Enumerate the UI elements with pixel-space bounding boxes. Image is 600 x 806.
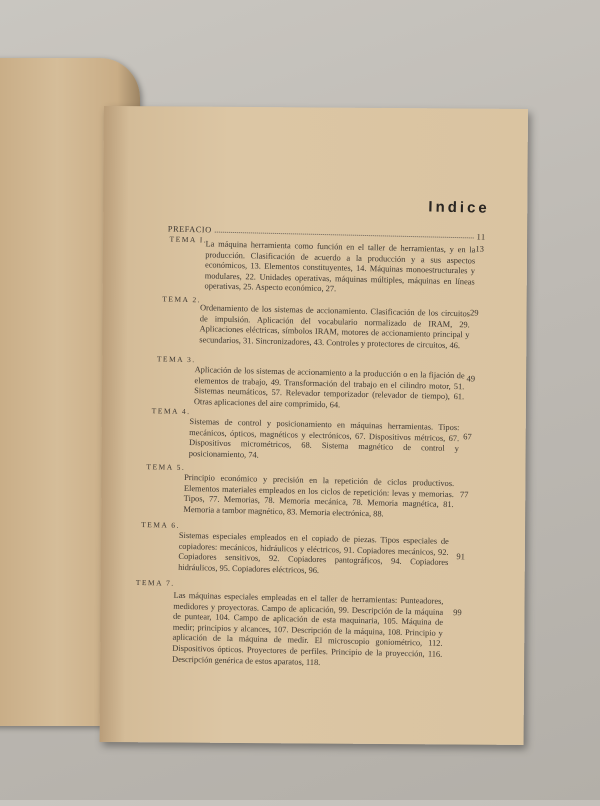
tema-page: 99 bbox=[453, 607, 462, 618]
tema-description: Sistemas especiales empleados en el copiado de piezas. Tipos especiales de copiadores: mecánicos, hidráulicos y eléctricos, 91. Copiadores mecánicos, 92. Copiadores sensitivos, 92. Copiadores pantográficos, 94. Copiadores hidráulicos, 95. Copiadores eléctricos, 96. bbox=[178, 530, 449, 575]
tema-description: Las máquinas especiales empleadas en el taller de herramientas: Punteadores, medidores y proyectoras. Campo de aplicación, 99. Descripción de la máquina de puntear, 104. Campo de aplicación de esta maquinaria, 105. Máquina de medir; principios y alcances, 107. Descripción de la máquina, 108. Principio y aplicación de la máquina de medir. El microscopio goniométrico, 112. Dispositivos ópticos. Proyectores de perfiles. Principio de la proyección, 116. Descripción genérica de estos aparatos, 118. bbox=[171, 590, 444, 667]
tema-description: Sistemas de control y posicionamiento en máquinas herramientas. Tipos: mecánicos, ópticos, magnéticos y electrónicos, 67. Dispositivos métricos, 67. Dispositivos micrométricos, 68. Sistema magnético de control y posicionamiento, 74. bbox=[188, 417, 460, 460]
tema-description: Principio económico y precisión en la repetición de ciclos productivos. Elementos materiales empleados en los ciclos de repetición: levas y memorias. Tipos, 77. Memorias, 78. Memoria mecánica, 78. Memoria magnética, 81. Memoria a tambor magnético, 83. Memoria electrónica, 88. bbox=[183, 472, 455, 519]
prefacio-label: PREFACIO bbox=[167, 224, 212, 235]
tema-page: 77 bbox=[459, 489, 469, 500]
leader-dots bbox=[215, 232, 474, 239]
tema-page: 67 bbox=[463, 431, 472, 442]
tema-description: La máquina herramienta como función en el taller de herramientas, y en la producción. Clasificación de acuerdo a la producción y a sus aspectos económicos, 13. Elementos constituyentes, 14. Máquinas monoestructurales y modulares, 22. Unidades operativas, máquinas múltiples, máquinas en líneas operativas, 25. Aspecto económico, 27. bbox=[204, 239, 476, 294]
tema-label: TEMA I. bbox=[169, 234, 208, 245]
tema-page: 29 bbox=[469, 307, 479, 318]
tema-label: TEMA 6. bbox=[141, 519, 181, 530]
tema-label: TEMA 7. bbox=[135, 577, 175, 588]
tema-label: TEMA 2. bbox=[162, 294, 202, 305]
prefacio-page: 11 bbox=[476, 231, 486, 242]
page-title: Indice bbox=[428, 198, 490, 217]
tema-page: 49 bbox=[466, 373, 476, 384]
tema-description: Ordenamiento de los sistemas de accionamiento. Clasificación de los circuitos de impulsión. Aplicación del vocabulario normalizado de IRAM, 29. Aplicaciones eléctricas, símbolos IRAM, motores de accionamiento principal y secundarios, 31. Sincronizadores, 43. Controles y protectores de circuitos, 46. bbox=[199, 303, 471, 350]
tema-label: TEMA 4. bbox=[151, 406, 191, 417]
tema-label: TEMA 3. bbox=[156, 354, 196, 365]
tema-description: Aplicación de los sistemas de accionamiento a la producción o en la fijación de elementos de trabajo, 49. Transformación del trabajo en el cilindro motor, 51. Sistemas neumáticos, 57. Relevador temporizador (relevador de tiempo), 61. Otras aplicaciones del aire comprimido, 64. bbox=[193, 365, 465, 410]
tema-page: 91 bbox=[456, 551, 466, 562]
tema-label: TEMA 5. bbox=[146, 462, 186, 472]
tema-page: 13 bbox=[475, 243, 485, 254]
